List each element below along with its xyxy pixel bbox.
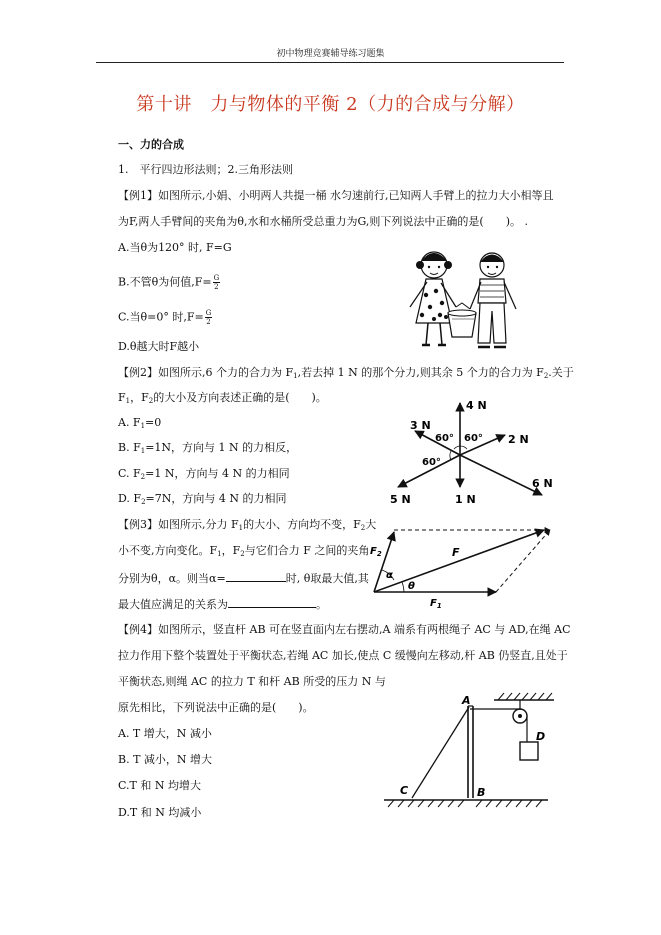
running-header: 初中物理竞赛辅导练习题集 — [276, 49, 385, 59]
force-6n-arrow — [460, 455, 542, 495]
page-title: 第十讲 力与物体的平衡 2（力的合成与分解） — [136, 94, 525, 115]
label-5n: 5 N — [390, 493, 411, 506]
label-a: A — [462, 694, 471, 707]
angle-label-60-left: 60° — [435, 433, 454, 444]
weight-block-d — [520, 742, 538, 760]
vector-resultant-f — [374, 530, 544, 592]
ex3-parallelogram-figure — [368, 518, 568, 614]
ex4-pole-pulley-figure — [378, 680, 560, 810]
ex1-line2: 为F,两人手臂间的夹角为θ,水和水桶所受总重力为G,则下列说法中正确的是( )。 . — [118, 215, 528, 228]
ex3-line3: 分别为θ，α。则当α= 时, θ取最大值,其 — [118, 572, 369, 585]
ex1-line1: 【例1】如图所示,小娟、小明两人共提一桶 水匀速前行,已知两人手臂上的拉力大小相等且 — [118, 189, 554, 202]
ex2-option-d: D. $F_2=7N$，方向与 4 N 的力相同 — [118, 492, 287, 506]
rope-ac — [412, 707, 469, 798]
ex4-option-d: D.T 和 N 均减小 — [118, 806, 202, 819]
ex3-line4: 最大值应满足的关系为 。 — [118, 598, 327, 611]
ex4-line3: 平衡状态,则绳 AC 的拉力 T 和杆 AB 所受的压力 N 与 — [118, 675, 386, 688]
ex2-line1: 【例2】如图所示,6 个力的合力为 $F_1$,若去掉 1 N 的那个分力,则其余 5 个力的合力为 $F_2$.关于 — [118, 366, 574, 380]
label-6n: 6 N — [532, 477, 553, 490]
ex2-option-b: B. $F_1=1N$，方向与 1 N 的力相反， — [118, 441, 298, 455]
ex1-option-d: D.θ越大时F越小 — [118, 340, 200, 353]
label-c: C — [400, 784, 409, 797]
ex1-option-c: C.当θ=0° 时,F= $\frac{G}{2}$ — [118, 309, 212, 326]
ex2-option-c: C. $F_2=1$ N，方向与 4 N 的力相同 — [118, 467, 290, 481]
ex1-option-b: B.不管θ为何值,F= $\frac{G}{2}$ — [118, 274, 220, 291]
fraction-g-over-2: $\frac{G}{2}$ — [205, 309, 212, 326]
ex4-option-a: A. T 增大，N 减小 — [118, 727, 212, 740]
ex3-line2: 小不变,方向变化。$F_1$，$F_2$与它们合力 F 之间的夹角 — [118, 544, 370, 558]
ex2-option-a: A. $F_1=0$ — [118, 416, 162, 430]
ex1-children-bucket-figure — [400, 245, 528, 353]
section-subheading: 1. 平行四边形法则；2.三角形法则 — [118, 163, 293, 176]
label-b: B — [477, 786, 486, 799]
ex4-line2: 拉力作用下整个装置处于平衡状态,若绳 AC 加长,使点 C 缓慢向左移动,杆 AB 仍竖直,且处于 — [118, 649, 568, 662]
label-1n: 1 N — [455, 493, 476, 506]
label-3n: 3 N — [410, 419, 431, 432]
ex3-line1: 【例3】如图所示,分力 $F_1$的大小、方向均不变，$F_2$大 — [118, 518, 377, 532]
angle-alpha: α — [386, 570, 393, 581]
ex2-line2: $F_1$，$F_2$的大小及方向表述正确的是( )。 — [118, 391, 327, 405]
ex4-line1: 【例4】如图所示，竖直杆 AB 可在竖直面内左右摆动,A 端系有两根绳子 AC 与 AD,在绳 AC — [118, 623, 571, 636]
angle-label-60-right: 60° — [464, 433, 483, 444]
label-f: F — [452, 546, 460, 559]
section-heading: 一、力的合成 — [118, 138, 184, 151]
angle-label-60-lower: 60° — [422, 457, 441, 468]
answer-blank[interactable] — [226, 570, 286, 582]
ex2-forces-diagram — [380, 395, 560, 510]
fraction-g-over-2: $\frac{G}{2}$ — [213, 274, 220, 291]
ex4-option-c: C.T 和 N 均增大 — [118, 779, 201, 792]
label-d: D — [536, 730, 546, 743]
vector-f2 — [374, 532, 394, 592]
label-4n: 4 N — [466, 399, 487, 412]
angle-theta: θ — [408, 581, 415, 592]
label-f1: $F_1$ — [430, 598, 442, 610]
ex4-option-b: B. T 减小，N 增大 — [118, 753, 213, 766]
ex1-option-a: A.当θ为120° 时, F=G — [118, 241, 232, 254]
header-divider — [96, 62, 564, 63]
label-f2: $F_2$ — [370, 546, 382, 558]
answer-blank[interactable] — [228, 596, 316, 608]
ex4-line4: 原先相比，下列说法中正确的是( )。 — [118, 701, 314, 714]
label-2n: 2 N — [508, 433, 529, 446]
dashed-side-right — [496, 530, 550, 592]
